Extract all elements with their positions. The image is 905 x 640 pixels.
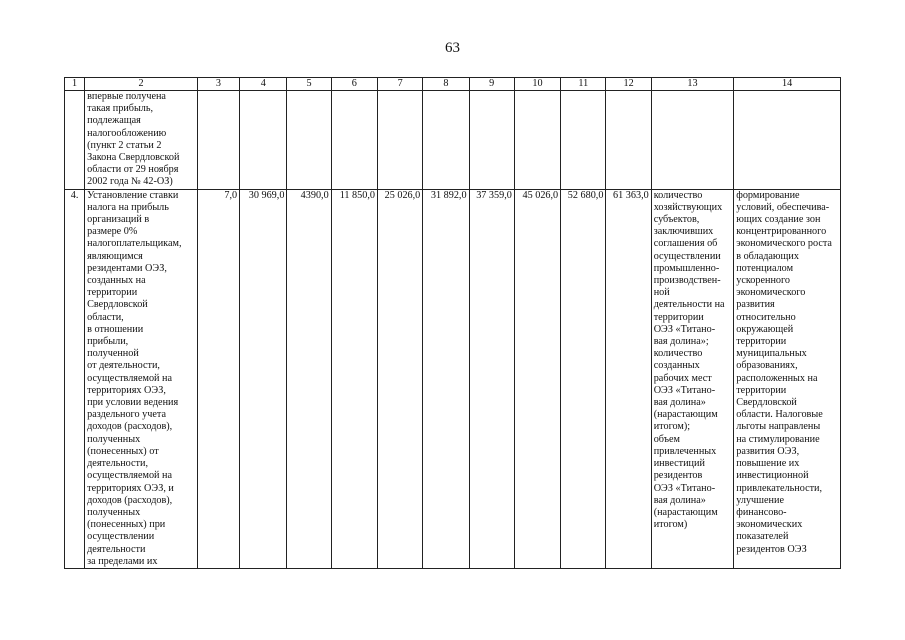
column-number-cell: 6 (331, 78, 377, 91)
column-number-cell: 4 (240, 78, 287, 91)
column-number-cell: 3 (197, 78, 239, 91)
value-cell (469, 91, 514, 190)
value-cell: 30 969,0 (240, 189, 287, 568)
value-cell (514, 91, 560, 190)
value-cell: 25 026,0 (377, 189, 422, 568)
column-number-cell: 11 (561, 78, 606, 91)
value-cell: 61 363,0 (606, 189, 651, 568)
page-number: 63 (445, 40, 460, 56)
column-number-cell: 14 (734, 78, 841, 91)
value-cell: 52 680,0 (561, 189, 606, 568)
table-row (65, 91, 841, 190)
value-cell: 7,0 (197, 189, 239, 568)
column-number-cell: 7 (377, 78, 422, 91)
row-number-cell: 4. (65, 189, 85, 568)
value-cell (331, 91, 377, 190)
value-cell: 37 359,0 (469, 189, 514, 568)
value-cell (377, 91, 422, 190)
column-number-cell: 5 (287, 78, 331, 91)
column-number-cell: 12 (606, 78, 651, 91)
column-number-row (65, 78, 841, 91)
goal-cell: формирование условий, обеспечива- ющих создание зон концентрированного экономического роста в обладающих потенциалом ускоренного экономического развития относительно окружающей территории муниципальных образованиях, расположенных на территории Свердловской области. Налоговые льготы направлены на стимулирование развития ОЭЗ, повышение их инвестиционной привлекательности, улучшение финансово- экономических показателей резидентов ОЭЗ (734, 189, 841, 568)
indicator-cell: количество хозяйствующих субъектов, заключивших соглашения об осуществлении промышленно- производствен- ной деятельности на территории ОЭЗ «Титано- вая долина»; количество созданных рабочих мест ОЭЗ «Титано- вая долина» (нарастающим итогом); объем привлеченных инвестиций резидентов ОЭЗ «Титано- вая долина» (нарастающим итогом) (651, 189, 734, 568)
goal-cell (734, 91, 841, 190)
value-cell: 4390,0 (287, 189, 331, 568)
description-cell: Установление ставки налога на прибыль организаций в размере 0% налогоплательщикам, являющимся резидентами ОЭЗ, созданных на территории Свердловской области, в отношении прибыли, полученной от деятельности, осуществляемой на территориях ОЭЗ, при условии ведения раздельного учета доходов (расходов), полученных (понесенных) от деятельности, осуществляемой на территориях ОЭЗ, и доходов (расходов), полученных (понесенных) при осуществлении деятельности за пределами их (85, 189, 198, 568)
column-number-cell: 1 (65, 78, 85, 91)
column-number-cell: 10 (514, 78, 560, 91)
value-cell (197, 91, 239, 190)
value-cell: 31 892,0 (423, 189, 469, 568)
column-number-cell: 9 (469, 78, 514, 91)
value-cell (240, 91, 287, 190)
column-number-cell: 2 (85, 78, 198, 91)
column-number-cell: 8 (423, 78, 469, 91)
value-cell (561, 91, 606, 190)
row-number-cell (65, 91, 85, 190)
budget-table (64, 77, 841, 569)
column-number-cell: 13 (651, 78, 734, 91)
table-row (65, 189, 841, 568)
value-cell (606, 91, 651, 190)
value-cell (287, 91, 331, 190)
value-cell: 11 850,0 (331, 189, 377, 568)
value-cell: 45 026,0 (514, 189, 560, 568)
indicator-cell (651, 91, 734, 190)
value-cell (423, 91, 469, 190)
description-cell: впервые получена такая прибыль, подлежащая налогообложению (пункт 2 статьи 2 Закона Свердловской области от 29 ноября 2002 года № 42-ОЗ) (85, 91, 198, 190)
